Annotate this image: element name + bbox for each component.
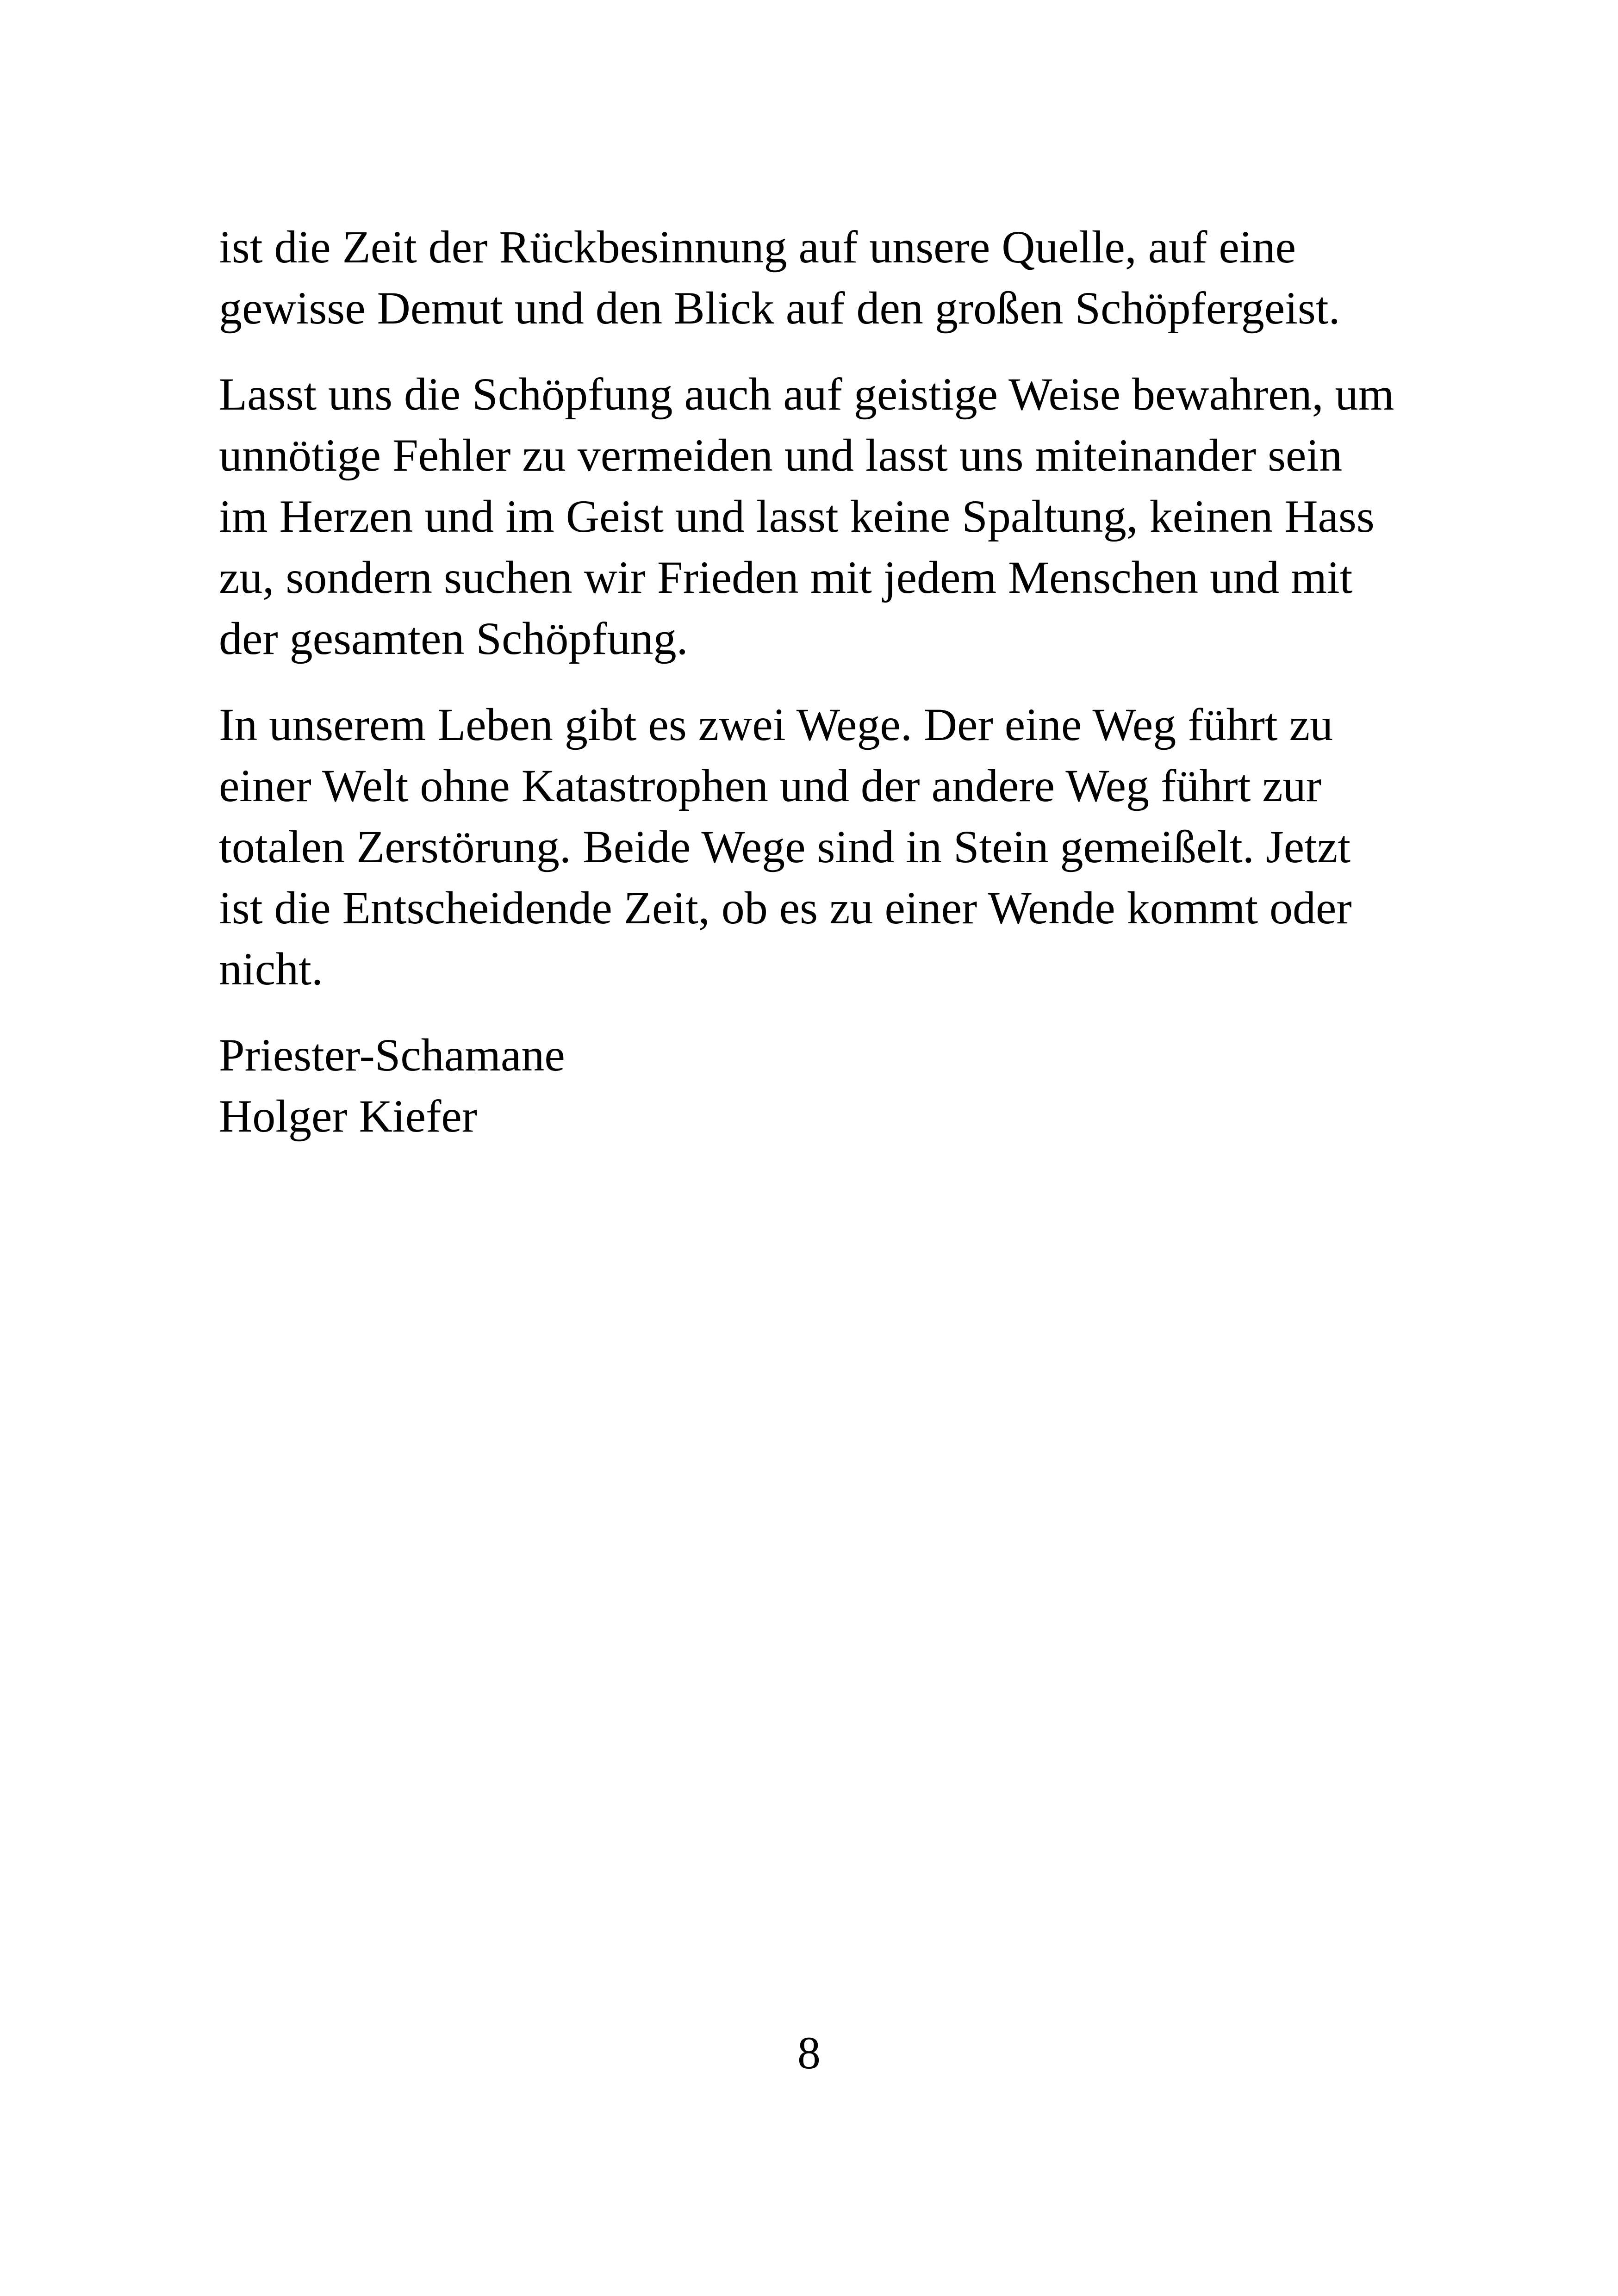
- text-line: In unserem Leben gibt es zwei Wege. Der eine Weg führt zu: [219, 699, 1333, 750]
- text-line: zu, sondern suchen wir Frieden mit jedem Menschen und mit: [219, 552, 1353, 603]
- text-line: gewisse Demut und den Blick auf den großen Schöpfergeist.: [219, 282, 1340, 334]
- text-line: im Herzen und im Geist und lasst keine Spaltung, keinen Hass: [219, 491, 1375, 542]
- text-line: Lasst uns die Schöpfung auch auf geistige Weise bewahren, um: [219, 368, 1394, 420]
- paragraph: [219, 364, 1431, 669]
- page-number: 8: [797, 2027, 821, 2078]
- text-line: ist die Zeit der Rückbesinnung auf unsere Quelle, auf eine: [219, 221, 1296, 273]
- text-line: ist die Entscheidende Zeit, ob es zu einer Wende kommt oder: [219, 882, 1352, 933]
- text-line: einer Welt ohne Katastrophen und der andere Weg führt zur: [219, 760, 1322, 811]
- paragraph: [219, 694, 1431, 1000]
- text-line: nicht.: [219, 943, 323, 995]
- signature-title: Priester-Schamane: [219, 1029, 565, 1081]
- text-line: unnötige Fehler zu vermeiden und lasst uns miteinander sein: [219, 429, 1343, 481]
- signature-block: [219, 1025, 1431, 1147]
- text-line: der gesamten Schöpfung.: [219, 613, 688, 664]
- body-text: [219, 217, 1431, 1172]
- text-line: totalen Zerstörung. Beide Wege sind in Stein gemeißelt. Jetzt: [219, 821, 1351, 872]
- paragraph: [219, 217, 1431, 339]
- signature-name: Holger Kiefer: [219, 1090, 478, 1142]
